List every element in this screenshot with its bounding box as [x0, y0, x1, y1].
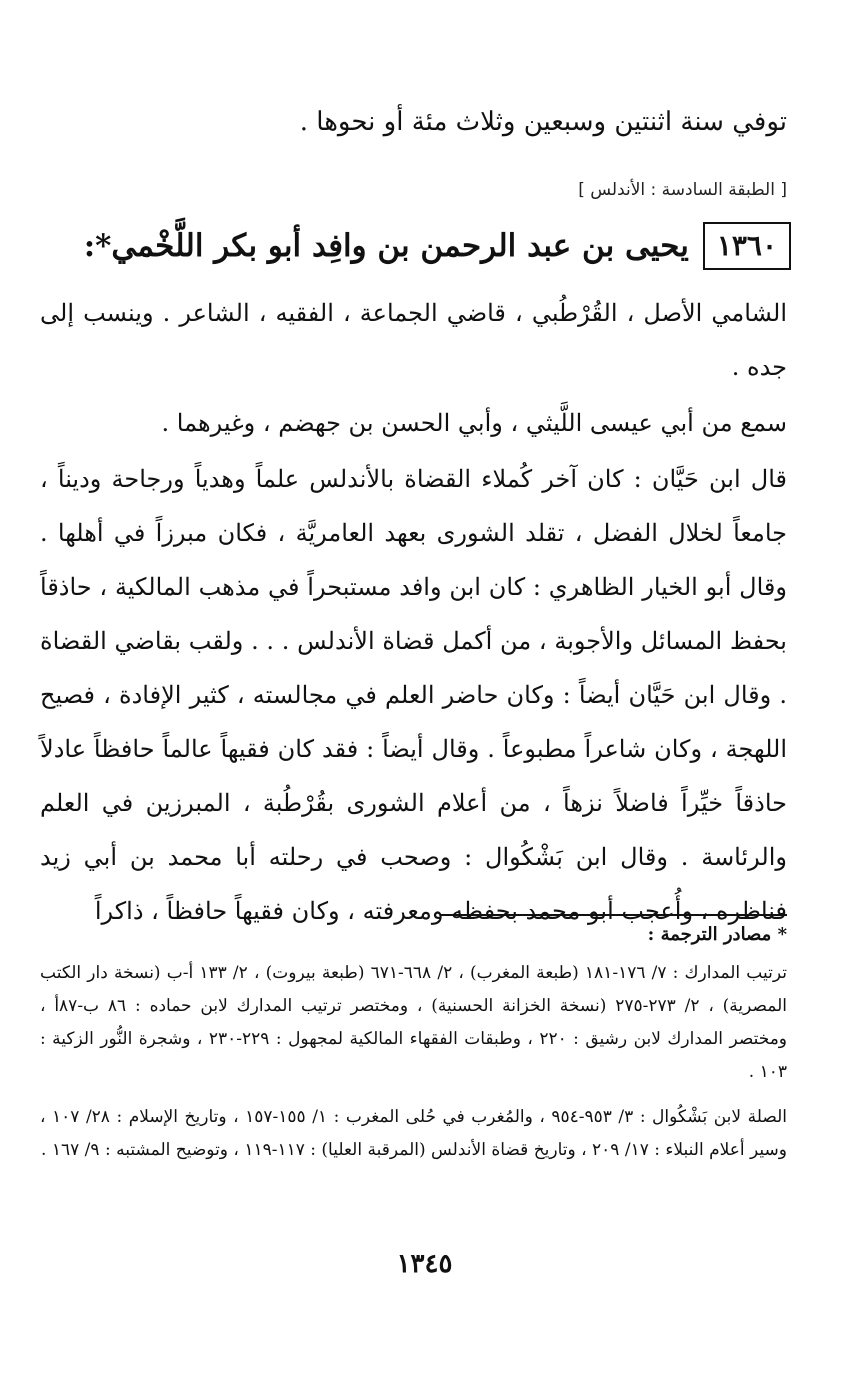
entry-title: يحيى بن عبد الرحمن بن وافِد أبو بكر اللَّخْمي*:	[83, 228, 689, 264]
footnote-divider	[441, 914, 787, 916]
footnotes	[40, 957, 787, 1167]
body-paragraph: الشامي الأصل ، القُرْطُبي ، قاضي الجماعة ، الفقيه ، الشاعر . وينسب إلى جده .	[40, 299, 787, 381]
continued-line: توفي سنة اثنتين وسبعين وثلاث مئة أو نحوها .	[299, 107, 787, 137]
entry-body	[40, 286, 787, 938]
section-tag: [ الطبقة السادسة : الأندلس ]	[578, 180, 787, 200]
body-paragraph: قال ابن حَيَّان : كان آخر كُملاء القضاة بالأندلس علماً وهدياً ورجاحة وديناً ، جامعاً لخلال الفضل ، تقلد الشورى بعهد العامريَّة ، فكان مبرزاً في أهلها . وقال أبو الخيار الظاهري : كان ابن وافد مستبحراً في مذهب المالكية ، حاذقاً بحفظ المسائل والأجوبة ، من أكمل قضاة الأندلس . . . ولقب بقاضي القضاة . وقال ابن حَيَّان أيضاً : وكان حاضر العلم في مجالسته ، كثير الإفادة ، فصيح اللهجة ، وكان شاعراً مطبوعاً . وقال أيضاً : فقد كان فقيهاً عالماً حافظاً عادلاً حاذقاً خيِّراً فاضلاً نزهاً ، من أعلام الشورى بقُرْطُبة ، المبرزين في العلم والرئاسة . وقال ابن بَشْكُوال : وصحب في رحلته أبا محمد بن أبي زيد فناظره ، وأُعجب أبو محمد بحفظه ومعرفته ، وكان فقيهاً حافظاً ، ذاكراً	[40, 465, 787, 925]
footnote-item: الصلة لابن بَشْكُوال : ٣/ ٩٥٣-٩٥٤ ، والمُغرب في حُلى المغرب : ١/ ١٥٥-١٥٧ ، وتاريخ الإسلام : ٢٨/ ١٠٧ ، وسير أعلام النبلاء : ١٧/ ٢٠٩ ، وتاريخ قضاة الأندلس (المرقبة العليا) : ١١٧-١١٩ ، وتوضيح المشتبه : ٩/ ١٦٧ .	[40, 1107, 787, 1160]
page-number: ١٣٤٥	[396, 1249, 453, 1279]
footnotes-title: * مصادر الترجمة :	[647, 924, 787, 945]
body-paragraph: سمع من أبي عيسى اللَّيثي ، وأبي الحسن بن جهضم ، وغيرهما .	[161, 409, 787, 437]
entry-heading	[84, 222, 791, 270]
footnote-item: ترتيب المدارك : ٧/ ١٧٦-١٨١ (طبعة المغرب) ، ٢/ ٦٦٨-٦٧١ (طبعة بيروت) ، ٢/ ١٣٣ أ-ب (نسخة دار الكتب المصرية) ، ٢/ ٢٧٣-٢٧٥ (نسخة الخزانة الحسنية) ، ومختصر ترتيب المدارك لابن حماده : ٨٦ ب-٨٧أ ، ومختصر المدارك لابن رشيق : ٢٢٠ ، وطبقات الفقهاء المالكية لمجهول : ٢٢٩-٢٣٠ ، وشجرة النُّور الزكية : ١٠٣ .	[40, 963, 788, 1082]
entry-number-box: ١٣٦٠	[703, 222, 791, 270]
